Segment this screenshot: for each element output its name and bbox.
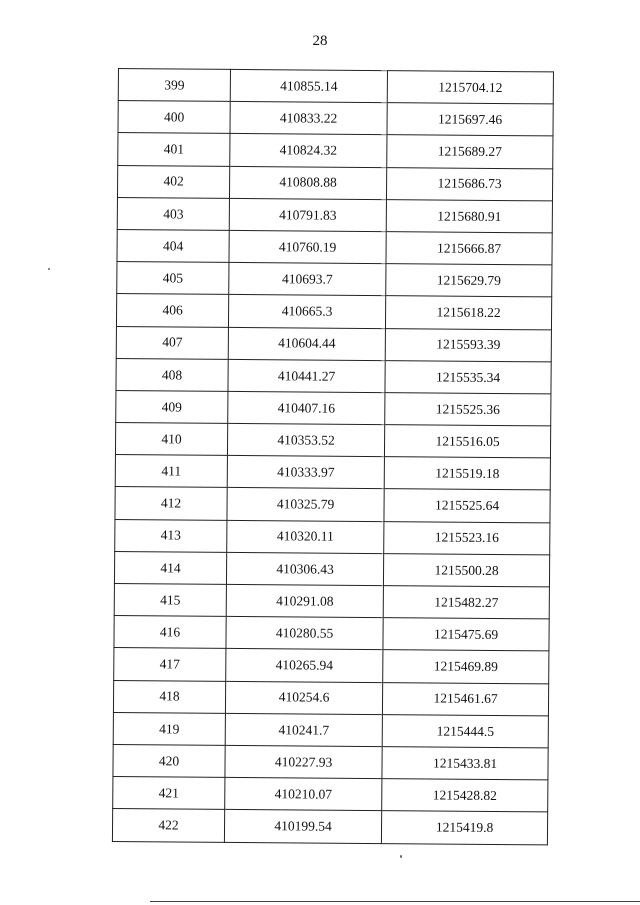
table-row (116, 358, 551, 394)
point-number-cell: 399 (118, 69, 230, 102)
coordinates-table-body (112, 69, 553, 845)
point-number-cell: 412 (115, 487, 227, 520)
y-coordinate-cell: 1215697.46 (387, 103, 553, 136)
x-coordinate-cell: 410291.08 (226, 584, 383, 617)
table-row (117, 229, 552, 265)
point-number-cell: 417 (114, 648, 226, 681)
x-coordinate-cell: 410199.54 (224, 810, 381, 843)
point-number-cell: 418 (113, 680, 225, 713)
y-coordinate-cell: 1215516.05 (384, 425, 550, 458)
y-coordinate-cell: 1215428.82 (382, 779, 548, 812)
coordinates-table (112, 68, 554, 845)
x-coordinate-cell: 410824.32 (230, 134, 387, 167)
x-coordinate-cell: 410441.27 (228, 359, 385, 392)
point-number-cell: 413 (115, 519, 227, 552)
table-row (114, 551, 549, 587)
point-number-cell: 404 (117, 229, 229, 262)
point-number-cell: 422 (112, 809, 224, 842)
point-number-cell: 400 (118, 101, 230, 134)
table-row (116, 326, 551, 362)
x-coordinate-cell: 410306.43 (226, 552, 383, 585)
table-row (114, 583, 549, 619)
point-number-cell: 420 (113, 744, 225, 777)
point-number-cell: 410 (115, 423, 227, 456)
point-number-cell: 406 (116, 294, 228, 327)
point-number-cell: 416 (114, 616, 226, 649)
point-number-cell: 415 (114, 583, 226, 616)
table-row (115, 423, 550, 459)
table-row (114, 616, 549, 652)
point-number-cell: 403 (117, 197, 229, 230)
point-number-cell: 408 (116, 358, 228, 391)
y-coordinate-cell: 1215523.16 (384, 521, 550, 554)
table-row (117, 262, 552, 298)
table-row (118, 101, 553, 137)
table-row (116, 294, 551, 330)
y-coordinate-cell: 1215593.39 (385, 328, 551, 361)
point-number-cell: 405 (117, 262, 229, 295)
table-row (112, 809, 547, 845)
y-coordinate-cell: 1215482.27 (383, 586, 549, 619)
y-coordinate-cell: 1215525.36 (385, 392, 551, 425)
scan-speck (48, 268, 50, 270)
x-coordinate-cell: 410320.11 (227, 520, 384, 553)
x-coordinate-cell: 410407.16 (228, 391, 385, 424)
table-row (113, 680, 548, 716)
table-row (118, 133, 553, 169)
y-coordinate-cell: 1215618.22 (385, 296, 551, 329)
x-coordinate-cell: 410265.94 (226, 649, 383, 682)
table-row (115, 455, 550, 491)
table-row (118, 69, 553, 105)
point-number-cell: 407 (116, 326, 228, 359)
point-number-cell: 411 (115, 455, 227, 488)
x-coordinate-cell: 410280.55 (226, 617, 383, 650)
x-coordinate-cell: 410241.7 (225, 713, 382, 746)
y-coordinate-cell: 1215525.64 (384, 489, 550, 522)
x-coordinate-cell: 410333.97 (227, 456, 384, 489)
x-coordinate-cell: 410855.14 (230, 69, 387, 102)
y-coordinate-cell: 1215469.89 (383, 650, 549, 683)
scan-speck (400, 855, 402, 858)
table-row (115, 519, 550, 555)
point-number-cell: 409 (116, 390, 228, 423)
y-coordinate-cell: 1215535.34 (385, 360, 551, 393)
table-row (115, 487, 550, 523)
x-coordinate-cell: 410210.07 (225, 777, 382, 810)
x-coordinate-cell: 410227.93 (225, 745, 382, 778)
point-number-cell: 402 (117, 165, 229, 198)
y-coordinate-cell: 1215689.27 (387, 135, 553, 168)
y-coordinate-cell: 1215686.73 (386, 167, 552, 200)
x-coordinate-cell: 410693.7 (229, 263, 386, 296)
point-number-cell: 421 (113, 777, 225, 810)
point-number-cell: 419 (113, 712, 225, 745)
table-row (113, 744, 548, 780)
y-coordinate-cell: 1215419.8 (381, 811, 547, 844)
table-row (113, 777, 548, 813)
page-number: 28 (312, 33, 328, 49)
bottom-edge-line (150, 901, 640, 902)
table-row (117, 165, 552, 201)
y-coordinate-cell: 1215433.81 (382, 747, 548, 780)
x-coordinate-cell: 410665.3 (228, 295, 385, 328)
y-coordinate-cell: 1215444.5 (382, 714, 548, 747)
point-number-cell: 414 (114, 551, 226, 584)
y-coordinate-cell: 1215704.12 (387, 71, 553, 104)
y-coordinate-cell: 1215475.69 (383, 618, 549, 651)
x-coordinate-cell: 410604.44 (228, 327, 385, 360)
table-row (113, 712, 548, 748)
y-coordinate-cell: 1215629.79 (386, 264, 552, 297)
y-coordinate-cell: 1215500.28 (383, 553, 549, 586)
table-row (116, 390, 551, 426)
point-number-cell: 401 (118, 133, 230, 166)
x-coordinate-cell: 410833.22 (230, 102, 387, 135)
x-coordinate-cell: 410254.6 (225, 681, 382, 714)
y-coordinate-cell: 1215680.91 (386, 199, 552, 232)
table-row (117, 197, 552, 233)
x-coordinate-cell: 410353.52 (227, 423, 384, 456)
table-row (114, 648, 549, 684)
y-coordinate-cell: 1215666.87 (386, 232, 552, 265)
x-coordinate-cell: 410325.79 (227, 488, 384, 521)
x-coordinate-cell: 410808.88 (229, 166, 386, 199)
y-coordinate-cell: 1215519.18 (384, 457, 550, 490)
x-coordinate-cell: 410760.19 (229, 230, 386, 263)
x-coordinate-cell: 410791.83 (229, 198, 386, 231)
y-coordinate-cell: 1215461.67 (382, 682, 548, 715)
